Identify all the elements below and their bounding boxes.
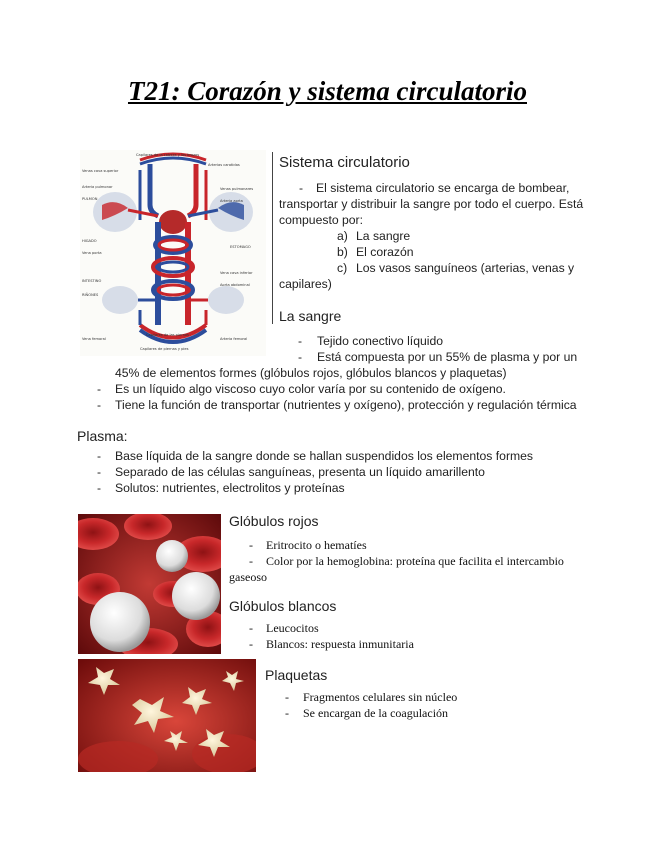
list-dash: - bbox=[249, 538, 253, 552]
sistema-intro bbox=[279, 180, 584, 292]
list-marker: b) bbox=[337, 245, 348, 259]
diagram-label: PULMON bbox=[82, 197, 98, 201]
list-dash: - bbox=[249, 637, 253, 651]
list-marker: c) bbox=[337, 261, 348, 275]
list-dash: - bbox=[298, 334, 303, 348]
page-title: T21: Corazón y sistema circulatorio bbox=[127, 76, 527, 106]
diagram-label: Aorta abdominal bbox=[220, 283, 250, 287]
plaquetas-heading: Plaquetas bbox=[265, 667, 328, 683]
diagram-label: Arteria pulmonar bbox=[82, 185, 113, 189]
list-dash: - bbox=[97, 398, 102, 412]
intro-text: El sistema circulatorio se encarga de bombear, bbox=[316, 181, 570, 195]
list-dash: - bbox=[97, 382, 102, 396]
list-item-cont: capilares) bbox=[279, 277, 332, 291]
diagram-label: ESTOMAGO bbox=[230, 245, 251, 249]
blancos-heading: Glóbulos blancos bbox=[229, 598, 337, 614]
list-item: Está compuesta por un 55% de plasma y por un bbox=[317, 350, 578, 364]
diagram-label: Capilares de la cabeza y los brazos bbox=[136, 153, 200, 157]
list-item: Tiene la función de transportar (nutrientes y oxígeno), protección y regulación térmica bbox=[115, 398, 577, 412]
list-dash: - bbox=[298, 350, 303, 364]
sangre-heading: La sangre bbox=[279, 308, 342, 324]
intro-text: compuesto por: bbox=[279, 213, 364, 227]
plasma-list bbox=[0, 448, 655, 496]
list-dash: - bbox=[285, 706, 289, 720]
list-item: Los vasos sanguíneos (arterias, venas y bbox=[356, 261, 575, 275]
diagram-label: RIÑONES bbox=[82, 293, 99, 297]
rojos-heading: Glóbulos rojos bbox=[229, 513, 319, 529]
diagram-label: Vena femoral bbox=[82, 337, 106, 341]
plasma-heading: Plasma: bbox=[77, 428, 128, 444]
list-dash: - bbox=[97, 449, 102, 463]
diagram-label: Vena porta bbox=[82, 251, 102, 255]
list-dash: - bbox=[249, 621, 253, 635]
diagram-label: Capilares de las piernas bbox=[146, 333, 189, 337]
list-dash: - bbox=[299, 181, 304, 195]
rojos-list bbox=[0, 537, 655, 585]
list-dash: - bbox=[97, 481, 102, 495]
list-marker: a) bbox=[337, 229, 348, 243]
sangre-list bbox=[0, 333, 655, 413]
list-dash: - bbox=[97, 465, 102, 479]
diagram-caption: Capilares de piernas y pies bbox=[140, 347, 189, 351]
diagram-label: Arterias carotidas bbox=[208, 163, 240, 167]
list-item: Es un líquido algo viscoso cuyo color varía por su contenido de oxígeno. bbox=[115, 382, 506, 396]
list-dash: - bbox=[249, 554, 253, 568]
blancos-list bbox=[0, 620, 655, 652]
plaquetas-list bbox=[0, 689, 655, 721]
list-item: Solutos: nutrientes, electrolitos y proteínas bbox=[115, 481, 345, 495]
list-item: Fragmentos celulares sin núcleo bbox=[303, 690, 458, 704]
list-dash: - bbox=[285, 690, 289, 704]
circulatory-diagram bbox=[80, 150, 266, 356]
column-divider bbox=[272, 152, 273, 324]
diagram-label: Venas pulmonares bbox=[220, 187, 254, 191]
list-item: Blancos: respuesta inmunitaria bbox=[266, 637, 414, 651]
list-item: Color por la hemoglobina: proteína que facilita el intercambio bbox=[266, 554, 564, 568]
diagram-label: Vena cava inferior bbox=[220, 271, 253, 275]
circulatory-diagram-figure bbox=[80, 150, 266, 356]
diagram-label: INTESTINO bbox=[82, 279, 102, 283]
list-item: El corazón bbox=[356, 245, 414, 259]
diagram-label: Arteria aorta bbox=[220, 199, 243, 203]
list-item: Eritrocito o hematíes bbox=[266, 538, 367, 552]
diagram-label: Venas cava superior bbox=[82, 169, 119, 173]
list-item: Tejido conectivo líquido bbox=[317, 334, 444, 348]
diagram-label: HIGADO bbox=[82, 239, 97, 243]
list-item: Base líquida de la sangre donde se hallan suspendidos los elementos formes bbox=[115, 449, 534, 463]
list-item: La sangre bbox=[356, 229, 411, 243]
list-item: Separado de las células sanguíneas, presenta un líquido amarillento bbox=[115, 465, 485, 479]
sistema-heading: Sistema circulatorio bbox=[279, 154, 410, 171]
list-item-cont: gaseoso bbox=[229, 570, 267, 584]
list-item: Leucocitos bbox=[266, 621, 319, 635]
list-item-cont: 45% de elementos formes (glóbulos rojos, glóbulos blancos y plaquetas) bbox=[115, 366, 507, 380]
list-item: Se encargan de la coagulación bbox=[303, 706, 449, 720]
intro-text: transportar y distribuir la sangre por todo el cuerpo. Está bbox=[279, 197, 584, 211]
diagram-label: Arteria femoral bbox=[220, 337, 248, 341]
